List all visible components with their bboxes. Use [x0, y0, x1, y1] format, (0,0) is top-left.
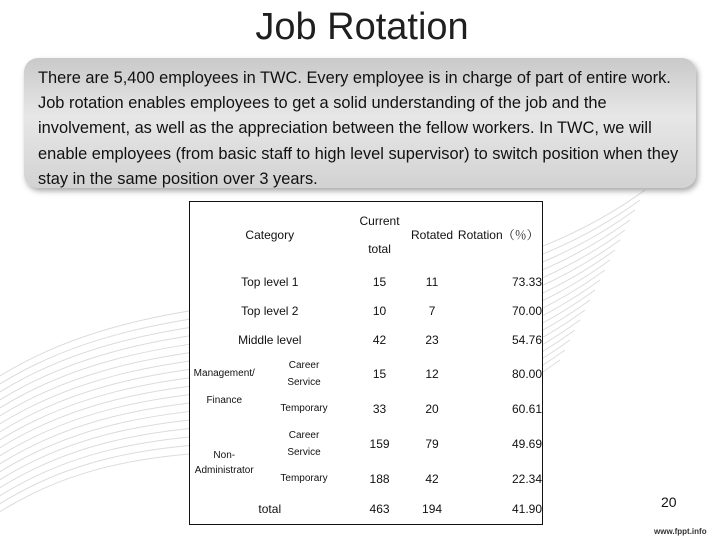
rotation-table	[189, 201, 543, 525]
current-cell: 15	[372, 366, 387, 381]
rotation-cell: 49.69	[512, 436, 543, 451]
rotation-cell: 60.61	[512, 401, 543, 416]
group-label-finance: Finance	[206, 394, 243, 406]
rotated-cell: 42	[425, 471, 439, 486]
page-number: 20	[661, 494, 677, 510]
row-label: Middle level	[238, 333, 302, 347]
header-current-total	[350, 202, 410, 268]
rotation-cell: 41.90	[512, 502, 543, 517]
rotated-cell: 7	[428, 304, 436, 318]
table-row	[190, 463, 543, 495]
row-label: Top level 2	[241, 304, 299, 318]
current-cell: 463	[369, 502, 390, 517]
sub-label-career-service	[259, 425, 350, 463]
sub-label-temporary: Temporary	[280, 473, 328, 484]
slide-title: Job Rotation	[255, 6, 469, 48]
rotated-cell: 23	[425, 333, 439, 347]
current-cell: 10	[372, 304, 387, 318]
rotation-cell: 73.33	[512, 275, 543, 289]
current-cell: 159	[369, 436, 390, 451]
rotated-cell: 11	[425, 275, 439, 289]
current-cell: 33	[372, 401, 387, 416]
rotation-cell: 70.00	[512, 304, 543, 318]
table-row	[190, 425, 543, 463]
rotation-cell: 22.34	[512, 471, 543, 486]
header-rotation: Rotation（％）	[457, 228, 539, 243]
table-row	[190, 268, 543, 297]
rotation-cell: 54.76	[512, 333, 543, 347]
table-row	[190, 326, 543, 355]
brand-watermark: www.fppt.info	[654, 527, 707, 536]
rotated-cell: 20	[425, 401, 439, 416]
sub-label-line2: Service	[287, 446, 321, 458]
rotation-cell: 80.00	[512, 366, 543, 381]
table-row-total	[190, 495, 543, 525]
header-rotated: Rotated	[411, 227, 454, 242]
intro-paragraph: There are 5,400 employees in TWC. Every employee is in charge of part of entire work. Job rotation enables employees to get a solid understanding of the job and the involvement, as well as the appreciation between the fellow workers. In TWC, we will enable employees (from basic staff to high level supervisor) to switch position when they stay in the same position over 3 years.	[38, 69, 679, 188]
row-label: total	[258, 502, 282, 517]
sub-label-line2: Service	[287, 376, 321, 388]
rotated-cell: 194	[422, 502, 443, 517]
table-row	[190, 355, 543, 393]
table-row	[190, 297, 543, 326]
header-current-line2: total	[368, 241, 391, 256]
header-current-line1: Current	[359, 213, 400, 228]
group-label-non: Non-	[213, 449, 236, 461]
sub-label-career-service	[259, 355, 350, 393]
sub-label-line1: Career	[288, 359, 320, 371]
row-label: Top level 1	[241, 275, 299, 289]
header-category: Category	[245, 227, 295, 242]
header-row	[190, 202, 543, 268]
intro-text-box	[24, 58, 696, 188]
sub-label-line1: Career	[288, 429, 320, 441]
group-label-administrator: Administrator	[194, 464, 254, 476]
current-cell: 188	[369, 471, 390, 486]
group-label-management: Management/	[193, 368, 255, 379]
rotated-cell: 12	[425, 366, 439, 381]
current-cell: 15	[372, 275, 387, 289]
table-row	[190, 393, 543, 425]
rotated-cell: 79	[425, 436, 439, 451]
sub-label-temporary: Temporary	[280, 403, 328, 414]
current-cell: 42	[372, 333, 387, 347]
